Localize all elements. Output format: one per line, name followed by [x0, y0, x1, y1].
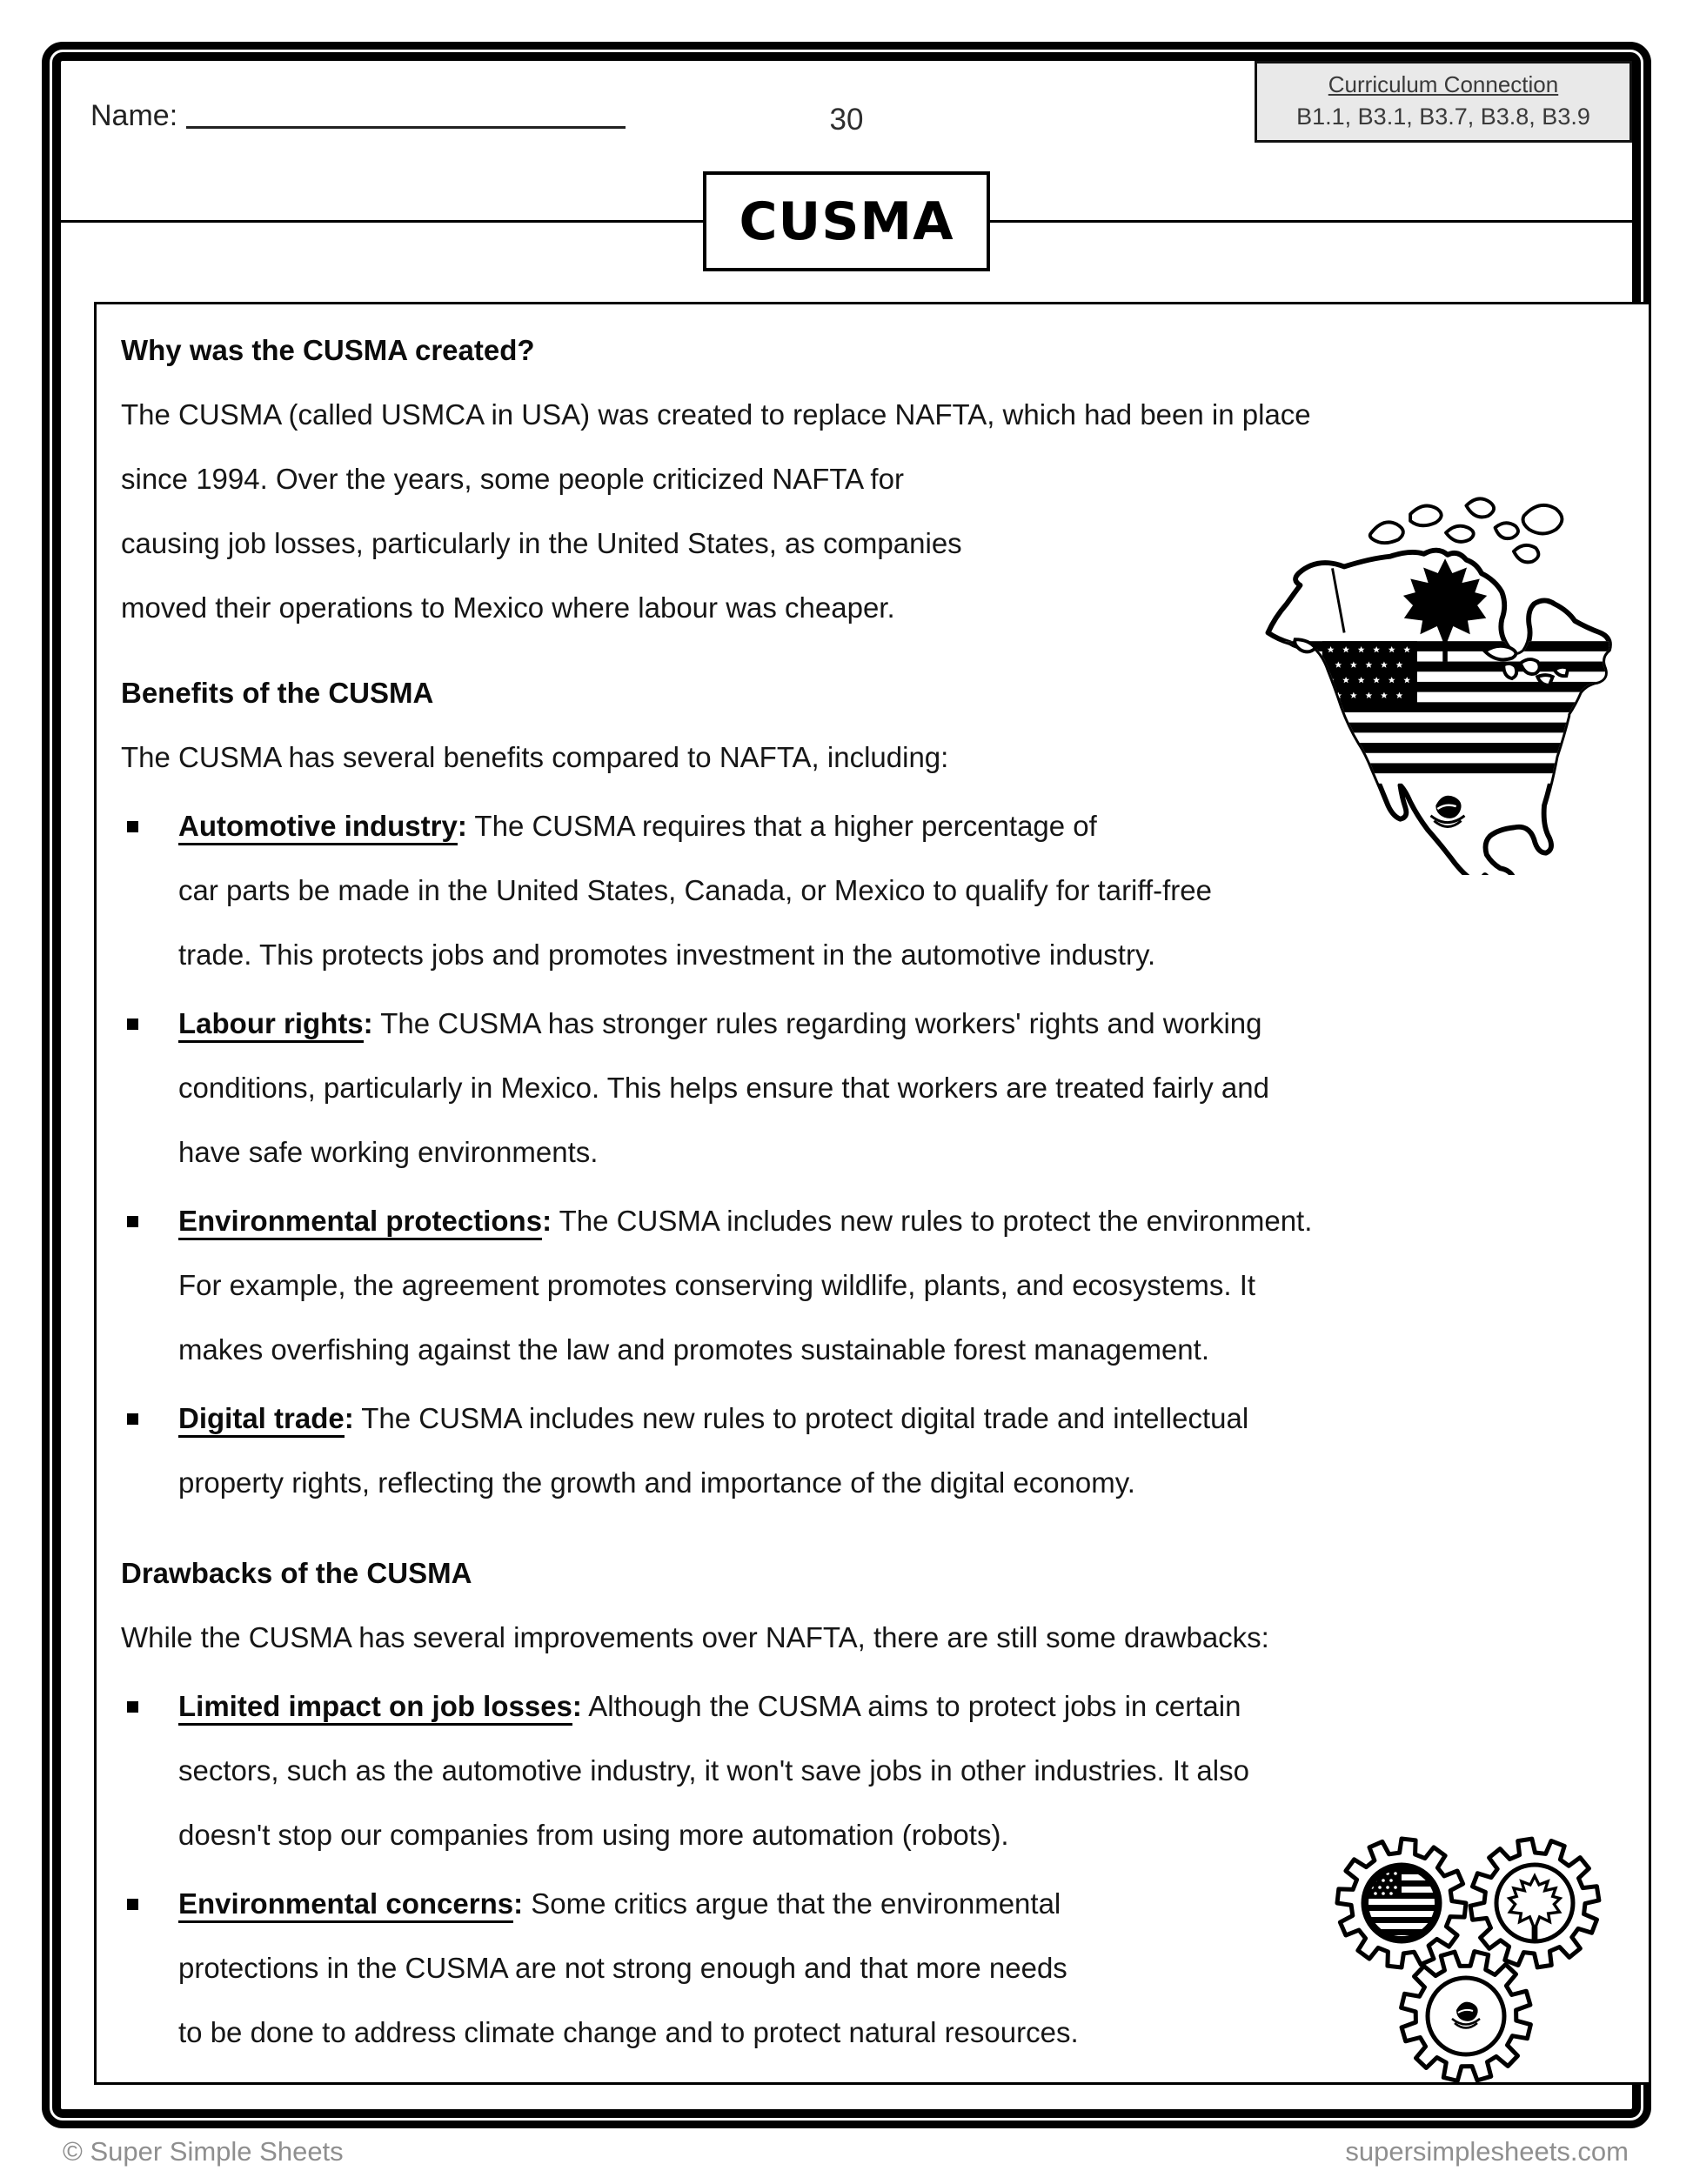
- bullet-colon: :: [363, 1007, 373, 1039]
- north-america-map-icon: [1242, 451, 1619, 875]
- title-box: [703, 171, 990, 271]
- footer-website: supersimplesheets.com: [1345, 2136, 1629, 2167]
- bullet-colon: :: [572, 1690, 582, 1722]
- square-bullet-icon: [127, 1701, 138, 1713]
- bullet-marker: [121, 992, 178, 1185]
- body-line: The CUSMA has stronger rules regarding workers' rights and working: [372, 1007, 1262, 1039]
- body-line: Some critics argue that the environmental: [523, 1887, 1061, 1920]
- bullet-marker: [121, 1386, 178, 1515]
- curriculum-connection-box: [1255, 61, 1632, 143]
- square-bullet-icon: [127, 1019, 138, 1030]
- square-bullet-icon: [127, 1216, 138, 1227]
- footer-copyright: © Super Simple Sheets: [63, 2136, 344, 2167]
- bullet-lead: Digital trade: [178, 1402, 345, 1438]
- curriculum-title: Curriculum Connection: [1328, 71, 1559, 97]
- body-line: doesn't stop our companies from using more automation (robots).: [178, 1819, 1009, 1851]
- body-line: The CUSMA requires that a higher percentage of: [466, 810, 1097, 842]
- body-line: protections in the CUSMA are not strong enough and that more needs: [178, 1952, 1067, 1984]
- bullet-lead: Labour rights: [178, 1007, 364, 1043]
- body-line: makes overfishing against the law and promotes sustainable forest management.: [178, 1333, 1209, 1366]
- body-line: The CUSMA includes new rules to protect digital trade and intellectual: [353, 1402, 1249, 1434]
- trade-gears-icon: [1334, 1832, 1605, 2086]
- bullet-lead: Limited impact on job losses: [178, 1690, 572, 1726]
- body-line: property rights, reflecting the growth and importance of the digital economy.: [178, 1466, 1135, 1499]
- body-line: conditions, particularly in Mexico. This helps ensure that workers are treated fairly and: [178, 1072, 1269, 1104]
- body-line: car parts be made in the United States, Canada, or Mexico to qualify for tariff-free: [178, 874, 1212, 906]
- body-line: For example, the agreement promotes conserving wildlife, plants, and ecosystems. It: [178, 1269, 1256, 1301]
- outer-border: [42, 42, 1651, 2128]
- body-line: The CUSMA includes new rules to protect the environment.: [552, 1205, 1313, 1237]
- bullet-labour-rights: [121, 992, 1631, 1185]
- body-line: The CUSMA has several benefits compared to NAFTA, including:: [121, 741, 949, 773]
- section-heading: Benefits of the CUSMA: [121, 677, 434, 709]
- body-line: moved their operations to Mexico where labour was cheaper.: [121, 591, 895, 624]
- section-heading: Why was the CUSMA created?: [121, 334, 535, 366]
- body-line: causing job losses, particularly in the United States, as companies: [121, 527, 962, 559]
- body-line: sectors, such as the automotive industry, it won't save jobs in other industries. It also: [178, 1754, 1249, 1787]
- square-bullet-icon: [127, 821, 138, 832]
- page-title: CUSMA: [739, 190, 954, 252]
- bullet-environmental-protections: [121, 1189, 1631, 1382]
- body-line: have safe working environments.: [178, 1136, 599, 1168]
- body-line: Although the CUSMA aims to protect jobs in certain: [581, 1690, 1241, 1722]
- body-line: trade. This protects jobs and promotes investment in the automotive industry.: [178, 938, 1156, 971]
- square-bullet-icon: [127, 1413, 138, 1425]
- name-blank-line: [186, 126, 626, 129]
- bullet-colon: :: [344, 1402, 354, 1434]
- bullet-lead: Automotive industry: [178, 810, 458, 845]
- bullet-colon: :: [542, 1205, 552, 1237]
- inner-border: [52, 52, 1641, 2118]
- bullet-digital-trade: [121, 1386, 1631, 1515]
- bullet-marker: [121, 1872, 178, 2065]
- bullet-marker: [121, 1189, 178, 1382]
- content-box: [94, 302, 1651, 2085]
- bullet-lead: Environmental protections: [178, 1205, 542, 1240]
- body-line: While the CUSMA has several improvements over NAFTA, there are still some drawbacks:: [121, 1621, 1269, 1653]
- name-field: [90, 99, 626, 133]
- body-line: since 1994. Over the years, some people criticized NAFTA for: [121, 463, 904, 495]
- body-line: The CUSMA (called USMCA in USA) was created to replace NAFTA, which had been in place: [121, 398, 1311, 431]
- curriculum-codes: B1.1, B3.1, B3.7, B3.8, B3.9: [1296, 104, 1590, 130]
- bullet-colon: :: [457, 810, 467, 842]
- bullet-marker: [121, 794, 178, 987]
- body-line: to be done to address climate change and to protect natural resources.: [178, 2016, 1079, 2048]
- section-heading: Drawbacks of the CUSMA: [121, 1557, 472, 1589]
- name-label: Name:: [90, 99, 178, 132]
- square-bullet-icon: [127, 1899, 138, 1910]
- bullet-lead: Environmental concerns: [178, 1887, 513, 1923]
- bullet-colon: :: [513, 1887, 524, 1920]
- page-number: 30: [829, 103, 864, 137]
- usa-flag-fill: [1278, 641, 1617, 784]
- footer: [63, 2136, 1629, 2167]
- bullet-marker: [121, 1674, 178, 1867]
